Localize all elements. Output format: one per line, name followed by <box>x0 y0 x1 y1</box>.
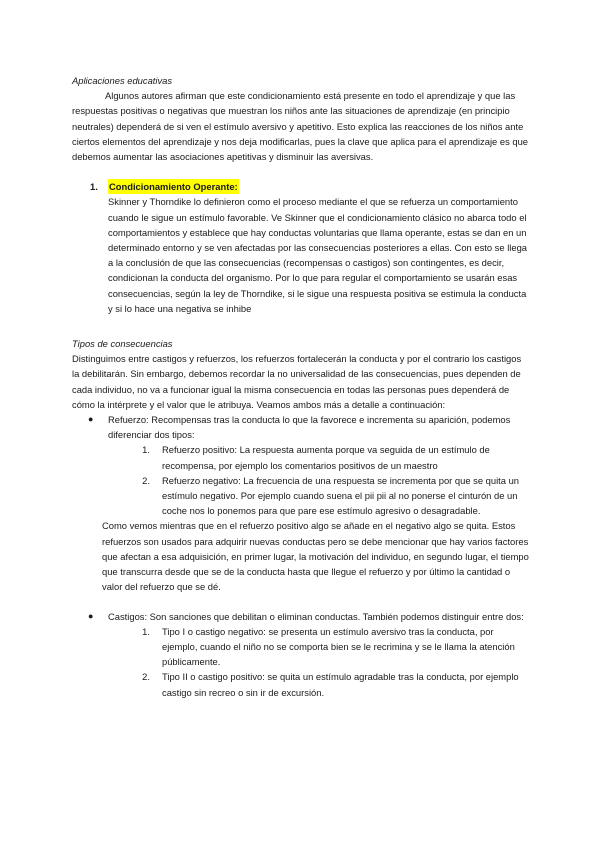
item-number: 2. <box>142 474 150 486</box>
list-item-refuerzo-positivo <box>126 442 530 472</box>
refuerzo-intro: Refuerzo: Recompensas tras la conducta lo que la favorece e incrementa su aparición, podemos diferenciar dos tipos: <box>108 414 511 441</box>
spacer <box>72 316 530 330</box>
castigos-sublist <box>108 624 530 700</box>
bullet-icon: ● <box>88 610 94 621</box>
section-number: 1. <box>90 181 98 193</box>
spacer <box>72 164 530 179</box>
list-item-refuerzo-negativo <box>126 473 530 519</box>
section-condicionamiento-operante <box>90 179 530 194</box>
spacer <box>72 595 530 609</box>
item-number: 1. <box>142 625 150 637</box>
consequences-list <box>72 412 530 518</box>
list-item-castigos <box>72 609 530 700</box>
castigos-list <box>72 609 530 700</box>
item-text: Tipo I o castigo negativo: se presenta un estímulo aversivo tras la conducta, por ejemplo, cuando el niño no se comporta bien se le recrimina y se le llama la atención públicamente. <box>162 625 515 668</box>
item-number: 2. <box>142 671 150 683</box>
paragraph-tipos: Distinguimos entre castigos y refuerzos, los refuerzos fortalecerán la conducta y por el contrario los castigos la debilitarán. Sin embargo, debemos recordar la no universalidad de las consecuencias, pues dependen de cada individuo, no va a funcionar igual la misma consecuencia en todas las personas pues dependerá de cómo la intérprete y el valor que le atribuya. Veamos ambos más a detalle a continuación: <box>72 353 522 410</box>
list-item-refuerzo <box>72 412 530 518</box>
list-item-castigo-tipo-2 <box>126 669 530 699</box>
section-title-highlighted: Condicionamiento Operante: <box>108 179 239 194</box>
item-text: Refuerzo positivo: La respuesta aumenta porque va seguida de un estímulo de recompensa, por ejemplo los comentarios positivos de un maestro <box>162 444 490 471</box>
heading-tipos-de-consecuencias: Tipos de consecuencias <box>72 338 173 350</box>
paragraph-refuerzo-summary: Como vemos mientras que en el refuerzo positivo algo se añade en el negativo algo se quita. Estos refuerzos son usados para adquirir nuevas conductas pero se debe mencionar que hay varios factores que afectan a esa adquisición, en primer lugar, la motivación del individuo, en segundo lugar, el tiempo que transcurra desde que se de la conducta hasta que llegue el refuerzo y por último la cantidad o valor del refuerzo que se dé. <box>102 520 529 593</box>
section-body <box>108 194 530 316</box>
item-text: Refuerzo negativo: La frecuencia de una respuesta se incrementa por que se quita un estímulo negativo. Por ejemplo cuando suena el pii pii al no ponerse el cinturón de un coche nos lo ponemos para que pare ese estímulo agresivo o desagradable. <box>162 474 520 517</box>
item-text: Tipo II o castigo positivo: se quita un estímulo agradable tras la conducta, por ejemplo castigo sin recreo o sin ir de excursión. <box>162 671 519 698</box>
heading-aplicaciones-educativas: Aplicaciones educativas <box>72 75 173 86</box>
item-number: 1. <box>142 444 150 456</box>
paragraph-condicionamiento-operante: Skinner y Thorndike lo definieron como el proceso mediante el que se refuerza un comportamiento cuando le sigue un estímulo favorable. Ve Skinner que el condicionamiento clásico no abarca todo el comportamientos y establece que hay conductas voluntarias que llama operante, estas se dan en un determinado entorno y se ven afectadas por las consecuencias posteriores a ellas. Con esto se llega a la conclusión de que las consecuencias (recompensas o castigos) son contingentes, es decir, condicionan la conducta del organismo. Por lo que para regular el comportamiento se usarán esas consecuencias, según la ley de Thorndike, si le sigue una respuesta positiva se estimula la conducta y si lo hace una negativa se inhibe <box>108 196 527 314</box>
bullet-icon: ● <box>88 414 94 425</box>
paragraph-aplicaciones: Algunos autores afirman que este condicionamiento está presente en todo el aprendizaje y que las respuestas positivas o negativas que muestran los niños ante las situaciones de aprendizaje (en principio neutrales) dependerá de si ven el estímulo aversivo y apetitivo. Esto explica las reacciones de los niños ante ciertos elementos del aprendizaje y nos deja modificarlas, pues la clave que aplica para el aprendizaje es que debemos aumentar las asociaciones apetitivas y disminuir las aversivas. <box>72 90 529 163</box>
list-item-castigo-tipo-1 <box>126 624 530 670</box>
castigos-intro: Castigos: Son sanciones que debilitan o eliminan conductas. También podemos distinguir entre dos: <box>108 610 524 622</box>
refuerzo-sublist <box>108 442 530 518</box>
